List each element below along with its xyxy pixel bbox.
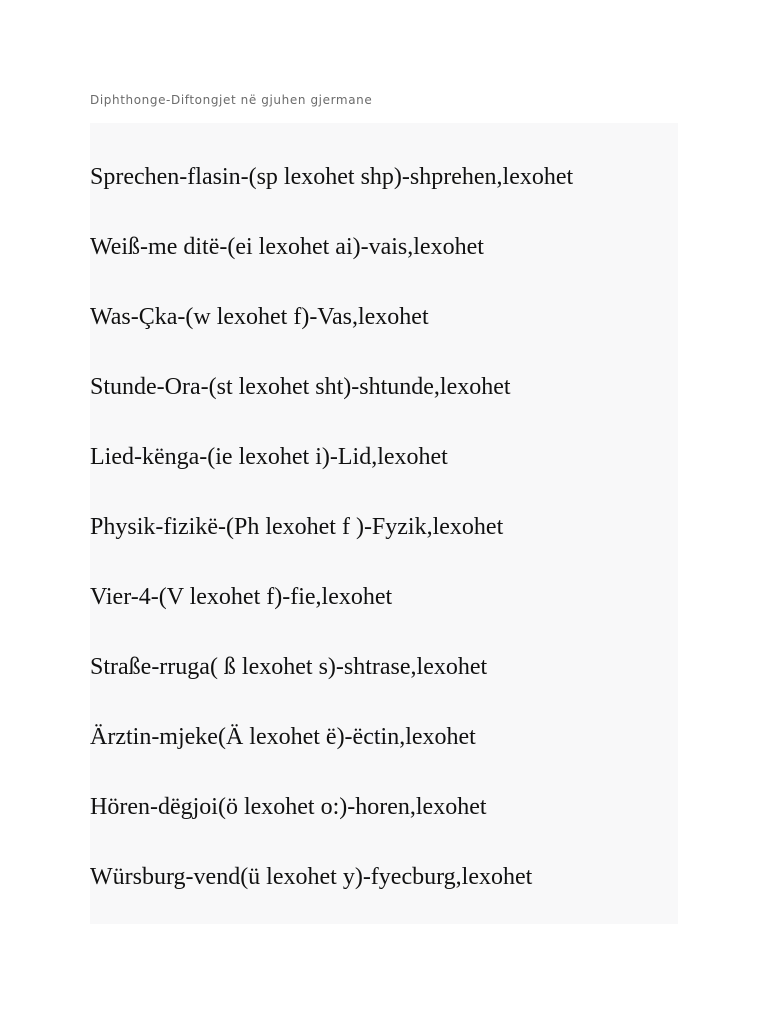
list-item: Was-Çka-(w lexohet f)-Vas,lexohet — [90, 304, 429, 330]
list-item: Straße-rruga( ß lexohet s)-shtrase,lexohet — [90, 654, 488, 680]
list-item: Physik-fizikë-(Ph lexohet f )-Fyzik,lexohet — [90, 514, 504, 540]
list-item: Lied-kënga-(ie lexohet i)-Lid,lexohet — [90, 444, 448, 470]
list-item: Weiß-me ditë-(ei lexohet ai)-vais,lexohet — [90, 234, 484, 260]
list-item: Vier-4-(V lexohet f)-fie,lexohet — [90, 584, 393, 610]
list-item: Hören-dëgjoi(ö lexohet o:)-horen,lexohet — [90, 794, 487, 820]
document-title: Diphthonge-Diftongjet në gjuhen gjermane — [90, 93, 373, 107]
list-item: Sprechen-flasin-(sp lexohet shp)-shprehen,lexohet — [90, 164, 574, 190]
list-item: Würsburg-vend(ü lexohet y)-fyecburg,lexohet — [90, 864, 533, 890]
list-item: Stunde-Ora-(st lexohet sht)-shtunde,lexohet — [90, 374, 511, 400]
list-item: Ärztin-mjeke(Ä lexohet ë)-ëctin,lexohet — [90, 724, 476, 750]
content-box — [90, 123, 678, 924]
